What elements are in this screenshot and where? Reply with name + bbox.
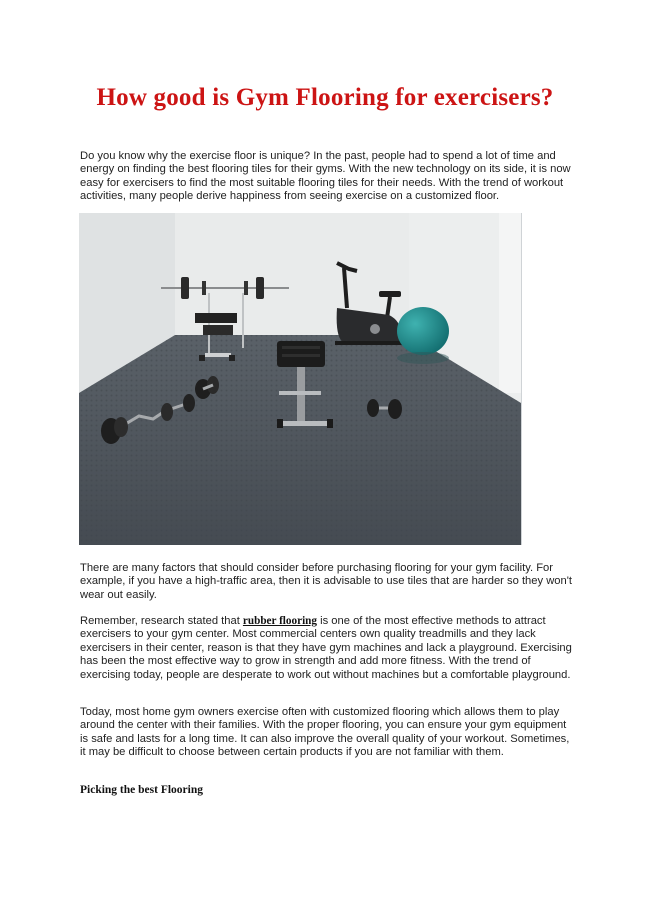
factors-paragraph: There are many factors that should consider before purchasing flooring for your gym facility. For example, if you have a high-traffic area, then it is advisable to use tiles that are harder so they won't wear out easily. — [80, 562, 572, 601]
article-title: How good is Gym Flooring for exercisers? — [96, 84, 554, 111]
remember-text-before: Remember, research stated that — [80, 615, 243, 627]
intro-paragraph: Do you know why the exercise floor is unique? In the past, people had to spend a lot of time and energy on finding the best flooring tiles for their gyms. With the new technology on its side, it is now easy for exercisers to find the most suitable flooring tiles for their needs. With the trend of workout activities, many people derive happiness from seeing exercise on a customized floor. — [80, 150, 571, 203]
today-paragraph: Today, most home gym owners exercise often with customized flooring which allows them to play around the center with their families. With the proper flooring, you can ensure your gym equipment is safe and lasts for a long time. It can also improve the overall quality of your workout. Sometimes, it may be difficult to choose between certain products if you are not familiar with them. — [80, 706, 570, 759]
remember-text-after: is one of the most effective methods to attract exercisers to your gym center. Most commercial centers own quality treadmills and they lack exercisers in their center, reason is that they have gym machines and lack a playground. Exercising has been the most effective way to grow in strength and add more fitness. With the trend of exercising today, people are desperate to work out without machines but a comfortable playground. — [80, 615, 572, 681]
section-heading: Picking the best Flooring — [80, 784, 203, 796]
rubber-flooring-link[interactable]: rubber flooring — [242, 615, 317, 627]
remember-paragraph — [80, 615, 572, 682]
gym-floor-photo — [79, 213, 522, 545]
